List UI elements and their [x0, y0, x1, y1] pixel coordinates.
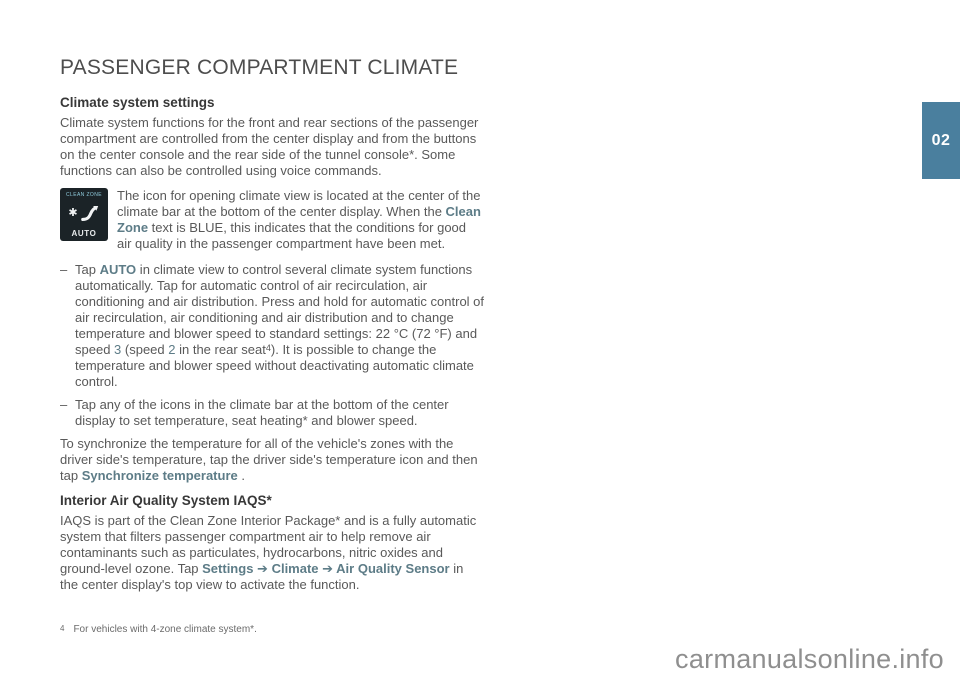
- bullet-dash: –: [60, 397, 68, 412]
- watermark: carmanualsonline.info: [675, 644, 944, 674]
- heading-climate-system-settings: Climate system settings: [60, 95, 215, 110]
- footnote-text: For vehicles with 4-zone climate system*.: [73, 624, 257, 635]
- chapter-tab: 02: [922, 102, 960, 179]
- climate-icon-glyphs: [68, 204, 99, 224]
- footnote: [60, 624, 257, 635]
- bullet-text-auto: Tap AUTO in climate view to control several climate system functions automatically. Tap for automatic control of air recirculation, air conditioning and air distribution. Press and hold for automatic control of air recirculation, air conditioning and air distribution and to change temperature and blower speed to standard settings: 22 °C (72 °F) and speed 3 (speed 2 in the rear seat$^4$). It is possible to change the temperature and blower speed without deactivating automatic climate control.: [75, 262, 485, 389]
- bullet-text-climate-bar: Tap any of the icons in the climate bar at the bottom of the center display to set temperature, seat heating* and blower speed.: [75, 397, 449, 428]
- paragraph-icon-description: The icon for opening climate view is located at the center of the climate bar at the bottom of the center display. When the Clean Zone text is BLUE, this indicates that the conditions for good air quality in the passenger compartment have been met.: [117, 188, 481, 251]
- seat-airflow-icon: [80, 204, 100, 224]
- list-item: [60, 262, 484, 390]
- snowflake-icon: ✱: [68, 207, 78, 219]
- page-title: PASSENGER COMPARTMENT CLIMATE: [60, 56, 459, 79]
- bullet-dash: –: [60, 262, 68, 277]
- paragraph-iaqs: IAQS is part of the Clean Zone Interior Package* and is a fully automatic system that filters passenger compartment air to help remove air contaminants such as particulates, hydrocarbons, nitric oxides and ground-level ozone. Tap Settings ➔ Climate ➔ Air Quality Sensor in the center display's top view to activate the function.: [60, 513, 477, 592]
- instruction-list: [60, 262, 484, 429]
- paragraph-intro: Climate system functions for the front and rear sections of the passenger compartment are controlled from the center display and from the buttons on the center console and the rear side of the tunnel console*. Some functions can also be controlled using voice commands.: [60, 115, 479, 178]
- clean-zone-label: CLEAN ZONE: [66, 192, 102, 198]
- heading-iaqs: Interior Air Quality System IAQS*: [60, 493, 272, 508]
- icon-paragraph-block: [60, 188, 484, 252]
- paragraph-synchronize: To synchronize the temperature for all of the vehicle's zones with the driver side's temperature, tap the driver side's temperature icon and then tap Synchronize temperature .: [60, 436, 478, 483]
- list-item: [60, 397, 484, 429]
- page-content: [60, 56, 484, 602]
- auto-label: AUTO: [71, 229, 97, 238]
- clean-zone-auto-climate-icon: [60, 188, 108, 241]
- footnote-marker: 4: [60, 624, 65, 633]
